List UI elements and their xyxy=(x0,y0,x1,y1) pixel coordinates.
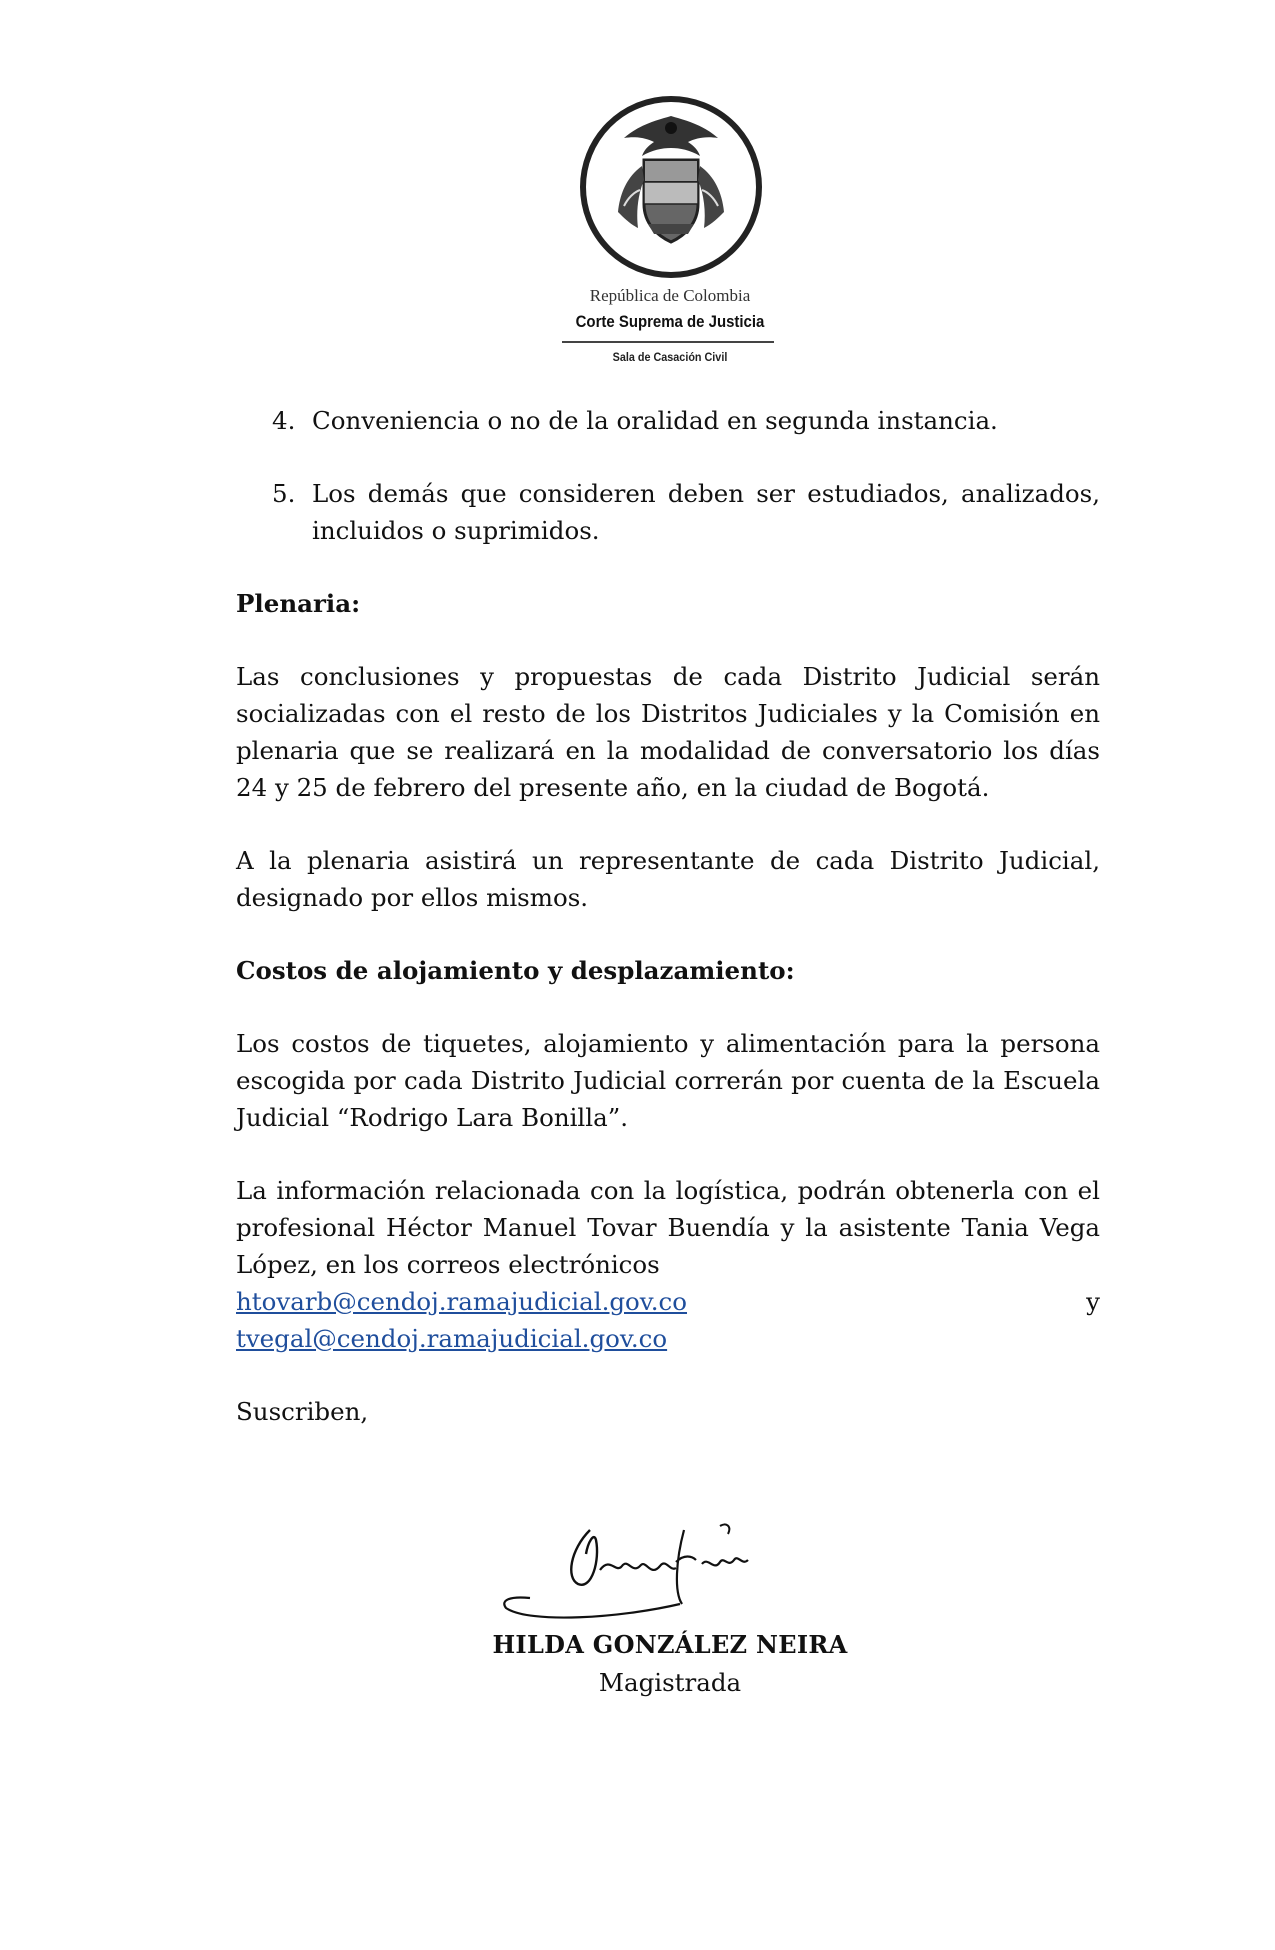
letterhead-chamber: Sala de Casación Civil xyxy=(612,350,728,364)
colombia-coat-of-arms-seal-icon xyxy=(578,94,764,280)
email-line xyxy=(236,1283,1100,1320)
closing: Suscriben, xyxy=(236,1397,369,1426)
list-text: Los demás que consideren deben ser estudiados, analizados, incluidos o suprimidos. xyxy=(312,479,1100,545)
list-item xyxy=(236,475,1100,549)
letterhead-court: Corte Suprema de Justicia xyxy=(575,312,765,331)
paragraph: Los costos de tiquetes, alojamiento y alimentación para la persona escogida por cada Distrito Judicial correrán por cuenta de la Escuela Judicial “Rodrigo Lara Bonilla”. xyxy=(236,1029,1100,1132)
handwritten-signature xyxy=(470,1500,870,1630)
list-number: 4. xyxy=(272,406,296,435)
paragraph: A la plenaria asistirá un representante de cada Distrito Judicial, designado por ellos mismos. xyxy=(236,846,1100,912)
topic-list xyxy=(236,402,1100,549)
signer-title: Magistrada xyxy=(598,1668,742,1697)
letterhead-divider xyxy=(562,341,774,343)
paragraph: La información relacionada con la logística, podrán obtenerla con el profesional Héctor Manuel Tovar Buendía y la asistente Tania Vega López, en los correos electrónicos xyxy=(236,1176,1100,1279)
section-heading-costos: Costos de alojamiento y desplazamiento: xyxy=(236,956,795,985)
paragraph: Las conclusiones y propuestas de cada Distrito Judicial serán socializadas con el resto de los Distritos Judiciales y la Comisión en plenaria que se realizará en la modalidad de conversatorio los días 24 y 25 de febrero del presente año, en la ciudad de Bogotá. xyxy=(236,662,1100,802)
signer-name: HILDA GONZÁLEZ NEIRA xyxy=(492,1630,848,1659)
list-text: Conveniencia o no de la oralidad en segunda instancia. xyxy=(312,406,998,435)
conjunction: y xyxy=(1086,1287,1100,1316)
letterhead-country: República de Colombia xyxy=(589,286,751,305)
section-heading-plenaria: Plenaria: xyxy=(236,589,361,618)
email-link[interactable]: tvegal@cendoj.ramajudicial.gov.co xyxy=(236,1324,668,1353)
letter-body xyxy=(236,402,1100,1430)
list-item xyxy=(236,402,1100,439)
email-link[interactable]: htovarb@cendoj.ramajudicial.gov.co xyxy=(236,1287,688,1316)
letterhead xyxy=(0,0,1275,380)
list-number: 5. xyxy=(272,479,296,508)
